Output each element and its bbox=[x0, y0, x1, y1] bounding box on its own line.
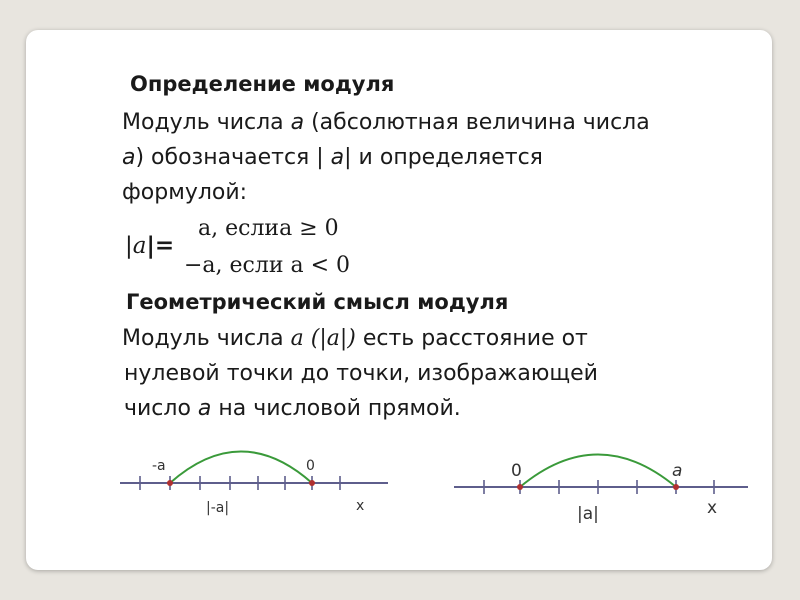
label-a: a bbox=[672, 461, 683, 481]
distance-arc bbox=[170, 452, 312, 484]
variable-a: a bbox=[122, 145, 136, 170]
geometry-heading: Геометрический смысл модуля bbox=[126, 290, 509, 314]
number-line-positive bbox=[454, 455, 748, 525]
definition-line-3: формулой: bbox=[122, 180, 248, 205]
label-axis-x: x bbox=[356, 498, 365, 514]
point-zero bbox=[517, 484, 523, 490]
text-segment: на числовой прямой. bbox=[211, 396, 461, 421]
definition-heading: Определение модуля bbox=[130, 72, 395, 96]
point-neg-a bbox=[167, 480, 173, 486]
point-zero bbox=[309, 480, 315, 486]
abs-equals: |= bbox=[146, 233, 175, 259]
text-segment: число bbox=[124, 396, 198, 421]
text-segment: Модуль числа bbox=[122, 326, 291, 351]
text-segment: есть расстояние от bbox=[355, 326, 588, 351]
variable-a: a bbox=[290, 110, 305, 135]
text-segment: | и определяется bbox=[344, 145, 543, 170]
label-zero: 0 bbox=[306, 458, 315, 474]
formula-case-2: −a, если a < 0 bbox=[184, 253, 351, 278]
geometry-line-2: нулевой точки до точки, изображающей bbox=[124, 361, 598, 386]
variable-a: a bbox=[132, 233, 147, 259]
label-axis-x: x bbox=[707, 498, 718, 518]
label-distance: |a| bbox=[577, 504, 599, 524]
text-segment: ) обозначается | bbox=[135, 145, 331, 170]
math-a-abs-a: a (|a|) bbox=[290, 326, 356, 351]
variable-a: a bbox=[197, 396, 212, 421]
abs-bar: | bbox=[125, 233, 133, 259]
number-line-negative bbox=[120, 452, 388, 517]
point-a bbox=[673, 484, 679, 490]
text-segment: Модуль числа bbox=[122, 110, 291, 135]
label-neg-a: -a bbox=[152, 458, 166, 474]
label-distance: |-a| bbox=[206, 500, 230, 516]
formula-case-1: a, еслиa ≥ 0 bbox=[198, 216, 339, 241]
label-zero: 0 bbox=[511, 461, 522, 481]
variable-a: a bbox=[330, 145, 345, 170]
text-segment: (абсолютная величина числа bbox=[304, 110, 650, 135]
